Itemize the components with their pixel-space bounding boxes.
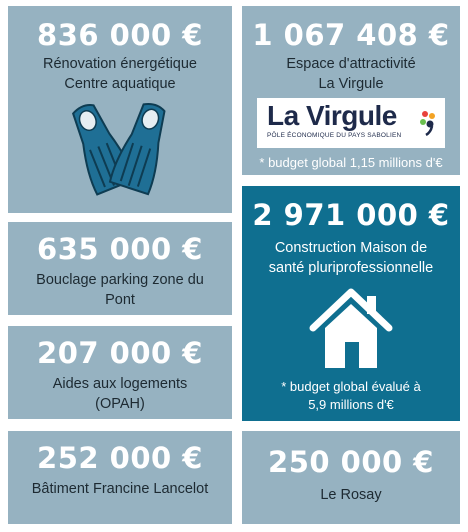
amount: 635 000 € [37, 232, 203, 266]
description-line-1: Bouclage parking zone du [36, 272, 204, 288]
budget-note: * budget global 1,15 millions d'€ [259, 155, 443, 170]
swim-fins-icon [50, 98, 190, 198]
description-line-2: (OPAH) [95, 396, 145, 412]
card-maison-de-sante [242, 186, 460, 421]
amount: 1 067 408 € [252, 18, 450, 52]
amount: 2 971 000 € [252, 198, 450, 232]
description-line-2: Pont [105, 292, 135, 308]
amount: 252 000 € [37, 441, 203, 475]
description-line-1: Aides aux logements [52, 376, 188, 392]
amount: 207 000 € [37, 336, 203, 370]
la-virgule-logo [257, 98, 445, 148]
card-opah [8, 326, 232, 419]
amount: 836 000 € [37, 18, 203, 52]
description-line-1: Le Rosay [320, 487, 382, 503]
description-line-1: Espace d'attractivité [286, 56, 416, 72]
card-batiment-francine-lancelot [8, 431, 232, 524]
description-line-1: Bâtiment Francine Lancelot [31, 481, 209, 497]
card-aquatic-centre [8, 6, 232, 213]
card-la-virgule [242, 6, 460, 175]
logo-wordmark: La Virgule [267, 100, 397, 131]
budget-note-line-2: 5,9 millions d'€ [308, 397, 394, 412]
logo-tagline: PÔLE ÉCONOMIQUE DU PAYS SABOLIEN [267, 132, 402, 139]
house-icon [305, 286, 397, 372]
description-line-2: La Virgule [318, 76, 384, 92]
comma-logo-icon [417, 108, 439, 136]
description-line-1: Construction Maison de [274, 240, 428, 256]
description-line-2: santé pluriprofessionnelle [268, 260, 434, 276]
card-le-rosay [242, 431, 460, 524]
description-line-2: Centre aquatique [64, 76, 176, 92]
amount: 250 000 € [268, 445, 434, 479]
card-parking [8, 222, 232, 315]
budget-note-line-1: * budget global évalué à [281, 379, 421, 394]
description-line-1: Rénovation énergétique [43, 56, 197, 72]
